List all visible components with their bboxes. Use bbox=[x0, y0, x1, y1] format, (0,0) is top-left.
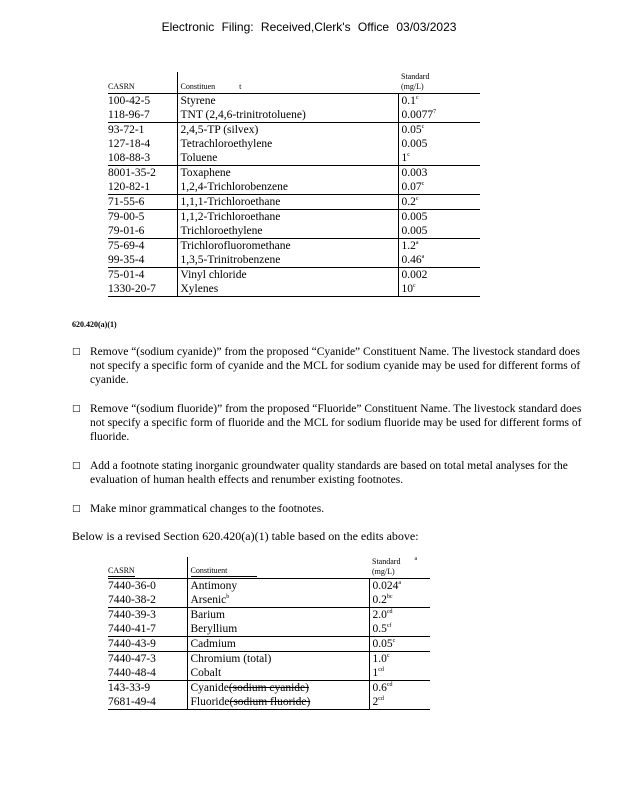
table-row bbox=[108, 166, 480, 181]
casrn-cell: 118-96-7 bbox=[108, 109, 150, 121]
constituent-cell: 1,3,5-Trinitrobenzene bbox=[177, 253, 398, 268]
table-row bbox=[108, 210, 480, 225]
bullet-text: Make minor grammatical changes to the footnotes. bbox=[90, 503, 325, 515]
standard-cell: 10$^c$ bbox=[398, 282, 480, 297]
standard-cell: 0.5$^{cf}$ bbox=[369, 622, 430, 637]
standard-cell: 0.1$^c$ bbox=[398, 94, 480, 109]
constituent-cell: 2,4,5-TP (silvex) bbox=[177, 123, 398, 138]
bullet-item bbox=[72, 459, 592, 487]
standard-cell: 2.0$^{cd}$ bbox=[369, 608, 430, 623]
constituent-cell: Chromium (total) bbox=[187, 652, 369, 667]
struck-text: (sodium fluoride) bbox=[229, 696, 311, 708]
table-row bbox=[108, 123, 480, 138]
table-row bbox=[108, 268, 480, 283]
standard-cell: 1$^c$ bbox=[398, 151, 480, 166]
header-constituent: Constituen t bbox=[177, 72, 398, 94]
casrn-cell: 7440-39-3 bbox=[108, 608, 187, 623]
table-row bbox=[108, 108, 480, 123]
standard-cell: 1.0$^c$ bbox=[369, 652, 430, 667]
casrn-cell: 127-18-4 bbox=[108, 138, 151, 150]
table-row bbox=[108, 180, 480, 195]
bullet-item bbox=[72, 345, 592, 387]
casrn-cell: 93-72-1 bbox=[108, 123, 177, 138]
constituent-cell: Tetrachloroethylene bbox=[177, 137, 398, 151]
table-row bbox=[108, 224, 480, 239]
constituent-cell: 1,1,2-Trichloroethane bbox=[177, 210, 398, 225]
standard-cell: 0.6$^{cd}$ bbox=[369, 681, 430, 696]
standard-cell: $2^{cd}$ bbox=[369, 695, 430, 710]
standard-cell: 0.002 bbox=[398, 268, 480, 283]
table-row bbox=[108, 579, 430, 594]
table-row bbox=[108, 94, 480, 109]
casrn-cell: 7440-41-7 bbox=[108, 623, 156, 635]
casrn-cell: 7440-47-3 bbox=[108, 652, 187, 667]
table-row bbox=[108, 652, 430, 667]
standard-cell: 0.005 bbox=[398, 210, 480, 225]
casrn-cell: 120-82-1 bbox=[108, 181, 151, 193]
casrn-cell: 99-35-4 bbox=[108, 254, 145, 266]
constituent-cell: Cobalt bbox=[187, 666, 369, 681]
standard-cell: 0.2$^{bc}$ bbox=[369, 593, 430, 608]
standard-cell: 0.005 bbox=[398, 224, 480, 239]
table-row bbox=[108, 282, 480, 297]
constituent-cell: Styrene bbox=[177, 94, 398, 109]
constituent-table-2 bbox=[108, 557, 430, 710]
casrn-cell: 7440-36-0 bbox=[108, 579, 187, 594]
header-casrn: CASRN bbox=[108, 566, 135, 575]
casrn-cell: 75-69-4 bbox=[108, 239, 177, 254]
table-row bbox=[108, 608, 430, 623]
bullet-text: Remove “(sodium cyanide)” from the proposed “Cyanide” Constituent Name. The livestock standard does not specify a specific form of cyanide and the MCL for sodium cyanide may be used for different forms of cyanide. bbox=[90, 346, 581, 386]
standard-cell: 1.2$^a$ bbox=[398, 239, 480, 254]
constituent-cell: Vinyl chloride bbox=[177, 268, 398, 283]
bullet-item bbox=[72, 502, 592, 516]
constituent-cell: Trichlorofluoromethane bbox=[177, 239, 398, 254]
casrn-cell: 79-00-5 bbox=[108, 210, 177, 225]
constituent-cell: Toluene bbox=[177, 151, 398, 166]
casrn-cell: 1330-20-7 bbox=[108, 282, 177, 297]
constituent-cell: Barium bbox=[187, 608, 369, 623]
header-constituent: Constituent bbox=[187, 557, 369, 579]
casrn-cell: 108-88-3 bbox=[108, 152, 151, 164]
standard-cell: 0.05$^c$ bbox=[369, 637, 430, 652]
standard-cell: 0.05$^c$ bbox=[398, 123, 480, 138]
filing-header: Electronic Filing: Received,Clerk's Office 03/03/2023 bbox=[161, 20, 457, 34]
header-casrn: CASRN bbox=[108, 72, 177, 94]
constituent-cell: 1,1,1-Trichloroethane bbox=[177, 195, 398, 210]
table-row bbox=[108, 195, 480, 210]
constituent-cell: Toxaphene bbox=[177, 166, 398, 181]
table-row bbox=[108, 695, 430, 710]
table-row bbox=[108, 666, 430, 681]
standard-cell: 0.2$^c$ bbox=[398, 195, 480, 210]
bullet-box-icon: □ bbox=[72, 404, 81, 414]
casrn-cell: 7681-49-4 bbox=[108, 695, 187, 710]
standard-cell: 0.003 bbox=[398, 166, 480, 181]
header-standard: Standard $^a$ (mg/L) bbox=[372, 556, 418, 576]
constituent-cell: Beryllium bbox=[187, 622, 369, 637]
standard-cell: 0.024$^a$ bbox=[369, 579, 430, 594]
casrn-cell: 7440-48-4 bbox=[108, 667, 156, 679]
constituent-cell: 1,2,4-Trichlorobenzene bbox=[177, 180, 398, 195]
standard-cell: 0.005 bbox=[398, 137, 480, 151]
constituent-cell: Trichloroethylene bbox=[177, 224, 398, 239]
constituent-cell: Xylenes bbox=[177, 282, 398, 297]
revised-table-intro: Below is a revised Section 620.420(a)(1) table based on the edits above: bbox=[72, 529, 419, 543]
constituent-table-1 bbox=[108, 72, 480, 297]
casrn-cell: 71-55-6 bbox=[108, 195, 177, 210]
table-row bbox=[108, 253, 480, 268]
table-row bbox=[108, 239, 480, 254]
standard-cell: $1^{cd}$ bbox=[369, 666, 430, 681]
bullet-text: Remove “(sodium fluoride)” from the proposed “Fluoride” Constituent Name. The livestock standard does not specify a specific form of fluoride and the MCL for sodium fluoride may be used for different forms of fluoride. bbox=[90, 403, 582, 443]
constituent-cell: Antimony bbox=[187, 579, 369, 594]
casrn-cell: 7440-43-9 bbox=[108, 637, 187, 652]
standard-cell: 0.0077$^7$ bbox=[398, 108, 480, 123]
bullet-box-icon: □ bbox=[72, 504, 81, 514]
bullet-text: Add a footnote stating inorganic groundwater quality standards are based on total metal analyses for the evaluation of human health effects and renumber existing footnotes. bbox=[90, 460, 568, 486]
header-standard: Standard (mg/L) bbox=[398, 72, 480, 94]
table-row bbox=[108, 622, 430, 637]
section-reference: 620.420(a)(1) bbox=[72, 320, 117, 329]
table-row bbox=[108, 151, 480, 166]
bullet-box-icon: □ bbox=[72, 461, 81, 471]
casrn-cell: 7440-38-2 bbox=[108, 594, 156, 606]
constituent-cell: Arsenic$^b$ bbox=[187, 593, 369, 608]
bullet-box-icon: □ bbox=[72, 347, 81, 357]
constituent-cell: Fluoride(sodium fluoride) bbox=[187, 695, 369, 710]
casrn-cell: 79-01-6 bbox=[108, 225, 145, 237]
casrn-cell: 143-33-9 bbox=[108, 681, 187, 696]
standard-cell: 0.46$^a$ bbox=[398, 253, 480, 268]
casrn-cell: 75-01-4 bbox=[108, 268, 177, 283]
struck-text: (sodium cyanide) bbox=[228, 682, 309, 694]
standard-cell: 0.07$^c$ bbox=[398, 180, 480, 195]
constituent-cell: TNT (2,4,6-trinitrotoluene) bbox=[177, 108, 398, 123]
table-row bbox=[108, 137, 480, 151]
table-row bbox=[108, 681, 430, 696]
table-row bbox=[108, 593, 430, 608]
casrn-cell: 8001-35-2 bbox=[108, 166, 177, 181]
constituent-cell: Cyanide(sodium cyanide) bbox=[187, 681, 369, 696]
table-row bbox=[108, 637, 430, 652]
casrn-cell: 100-42-5 bbox=[108, 94, 177, 109]
bullet-item bbox=[72, 402, 592, 444]
constituent-cell: Cadmium bbox=[187, 637, 369, 652]
